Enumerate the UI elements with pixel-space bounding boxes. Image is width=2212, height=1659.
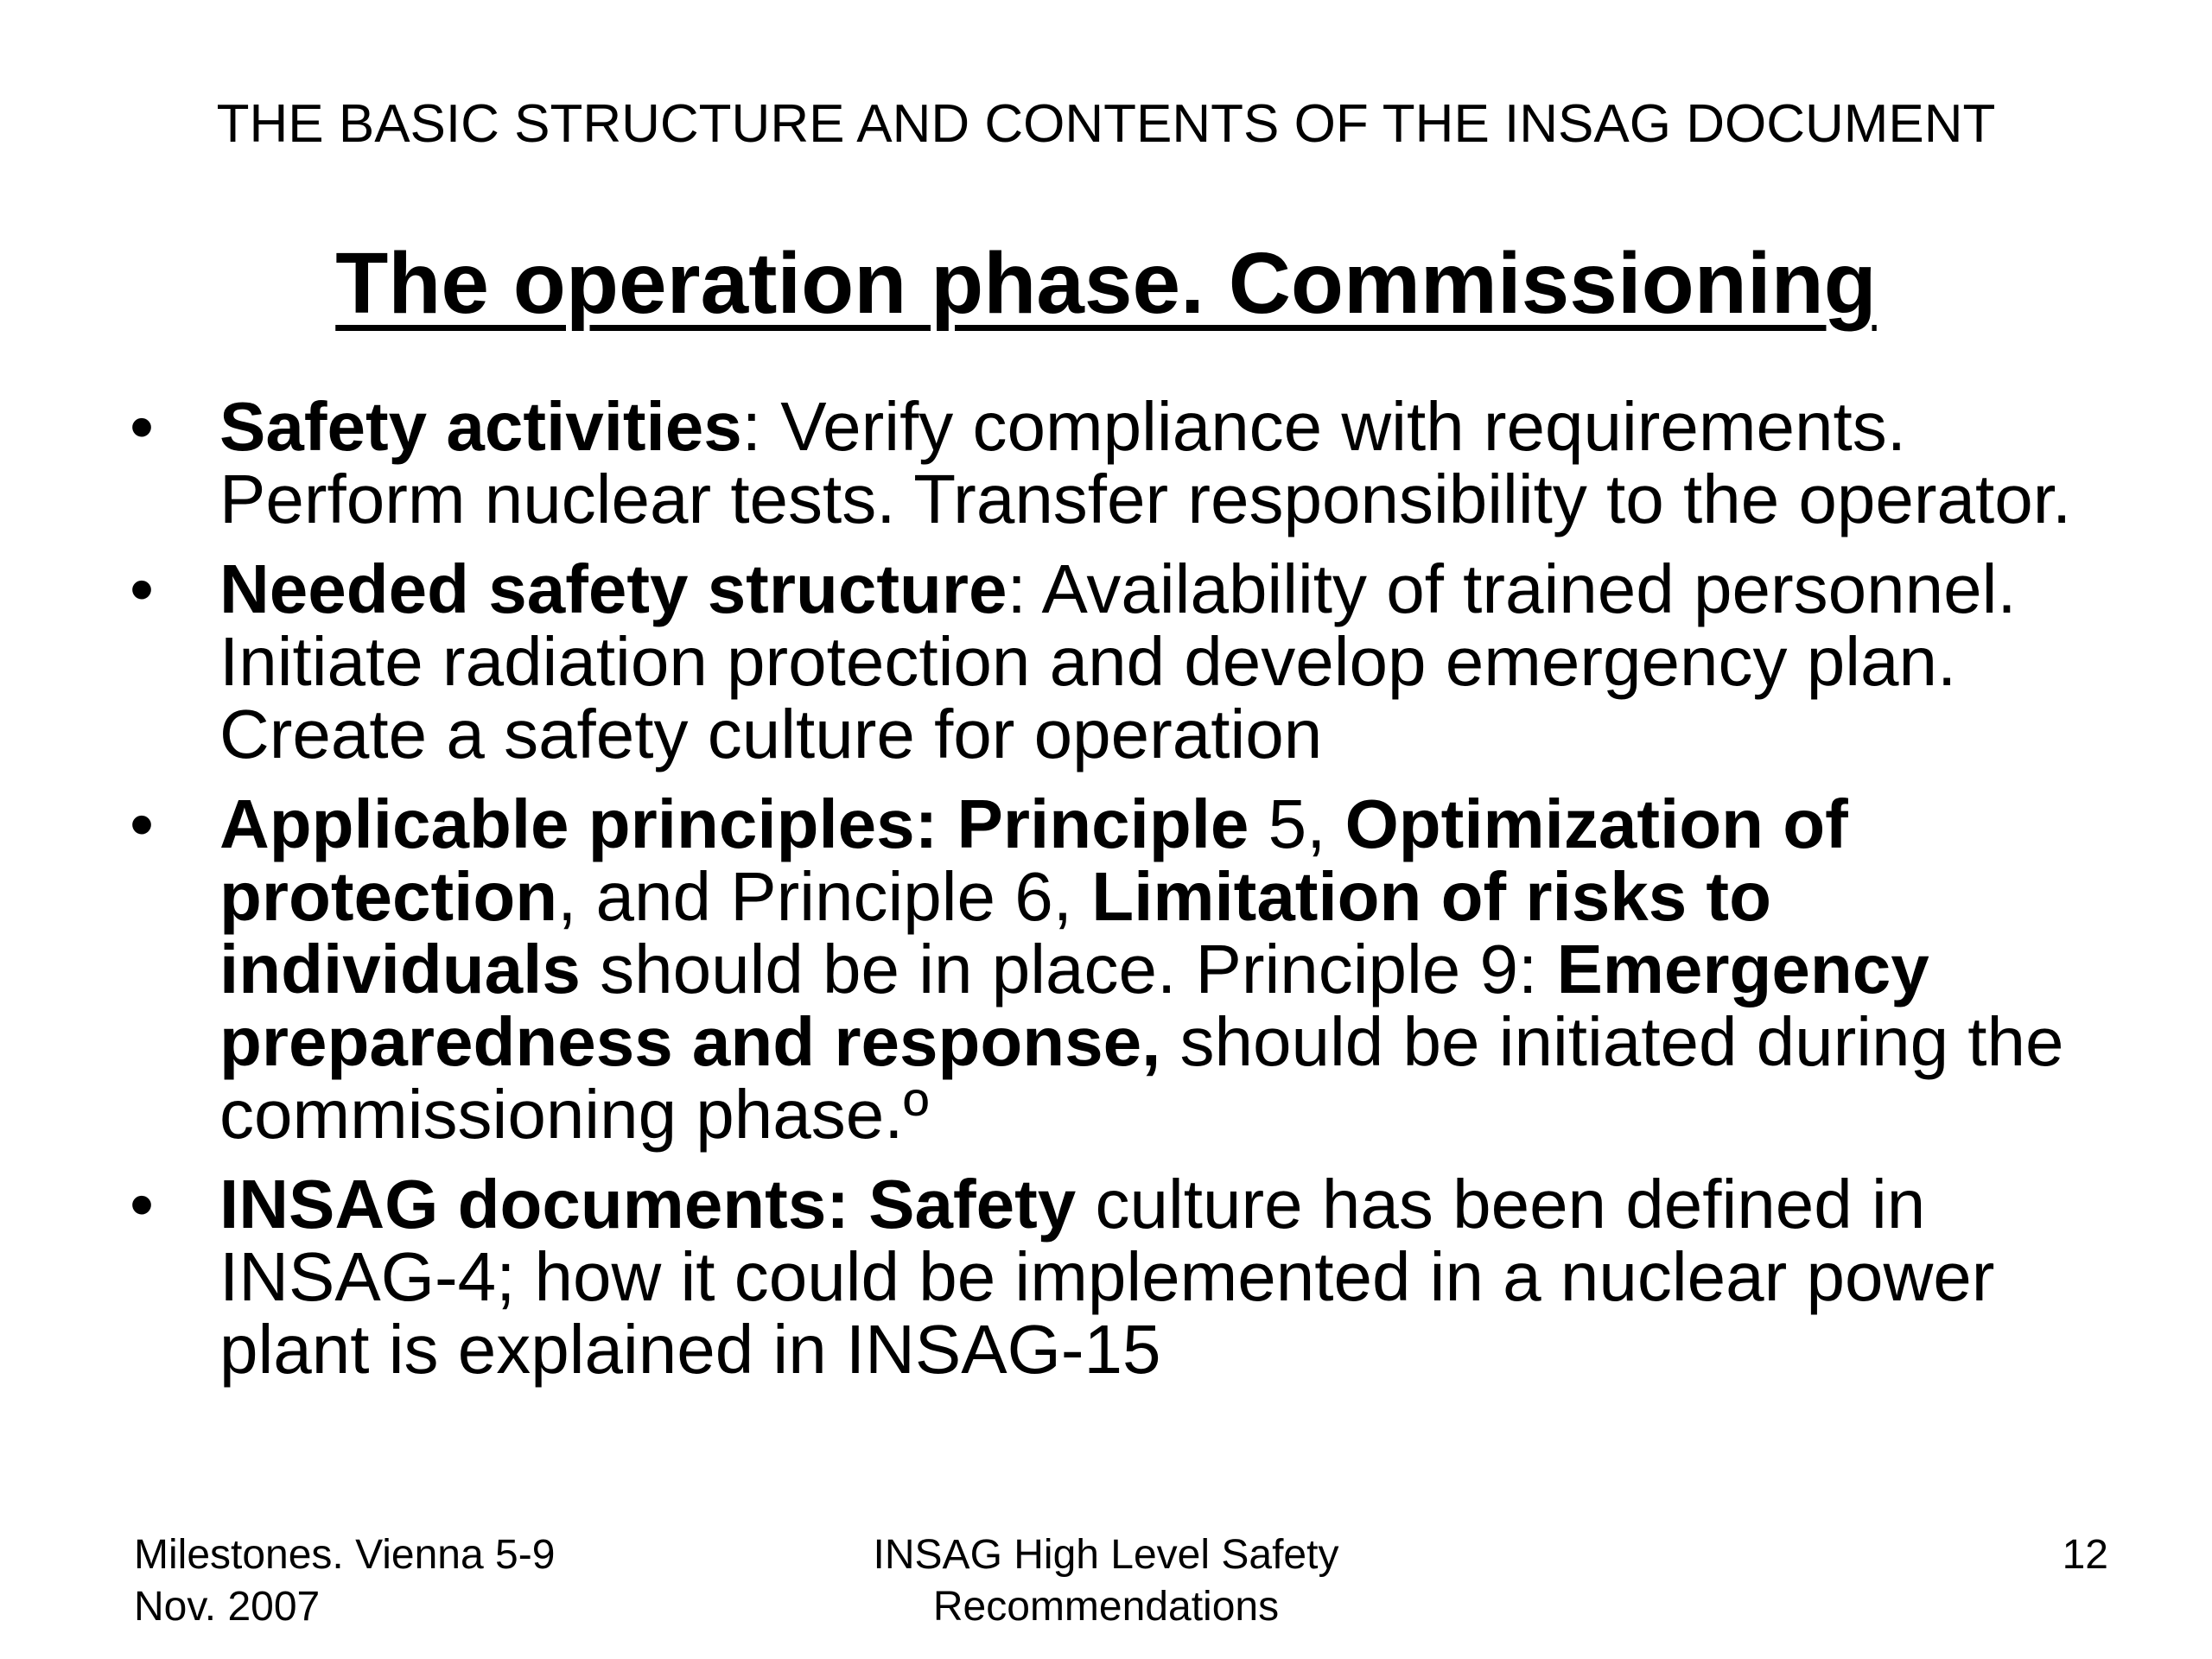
slide-title: The operation phase. Commissioning [335,235,1877,332]
bullet-text: 5, [1249,785,1345,862]
bullet-text: culture has been defined in INSAG-4; how it could be implemented in a nuclear power plant is explained in INSAG-15 [219,1166,1995,1388]
footer-left [134,1529,652,1633]
footer-date: Nov. 2007 [134,1584,321,1630]
bullet-marker: • [130,1166,155,1243]
footer-title-line2: Recommendations [932,1584,1280,1630]
bullet-text: : Availability of trained personnel. Initiate radiation protection and develop emergency plan. Create a safety culture for operation [219,550,2017,772]
bullet-marker: • [130,550,155,627]
bullet-item [130,550,2108,772]
page-number: 12 [2062,1532,2108,1578]
footer-center [760,1529,1452,1633]
bullet-bold-text: Optimization of protection [219,785,1848,935]
bullet-text: should be in place. Principle 9: [580,931,1557,1007]
bullet-bold-text: Limitation of risks to individuals [219,858,1771,1007]
bullet-list [130,388,2108,1403]
footer-title-line1: INSAG High Level Safety [873,1532,1339,1578]
bullet-bold-text: Needed safety structure [219,550,1007,627]
bullet-item [130,1168,2108,1386]
bullet-bold-text: INSAG documents: Safety [219,1166,1077,1243]
bullet-marker: • [130,388,155,465]
footer-event: Milestones. Vienna 5-9 [134,1532,556,1578]
bullet-item [130,388,2108,537]
bullet-marker: • [130,785,155,862]
bullet-bold-text: Emergency preparedness and response, [219,931,1929,1080]
bullet-text: , and Principle 6, [557,858,1092,935]
bullet-text: : Verify compliance with requirements. Perform nuclear tests. Transfer responsibility to the operator. [219,388,2072,537]
bullet-bold-text: Safety activities [219,388,742,465]
bullet-item [130,785,2108,1153]
bullet-bold-text: Applicable principles: Principle [219,785,1249,862]
slide-header: THE BASIC STRUCTURE AND CONTENTS OF THE INSAG DOCUMENT [216,94,1996,154]
bullet-text: should be initiated during the commissioning phase.º [219,1003,2064,1153]
